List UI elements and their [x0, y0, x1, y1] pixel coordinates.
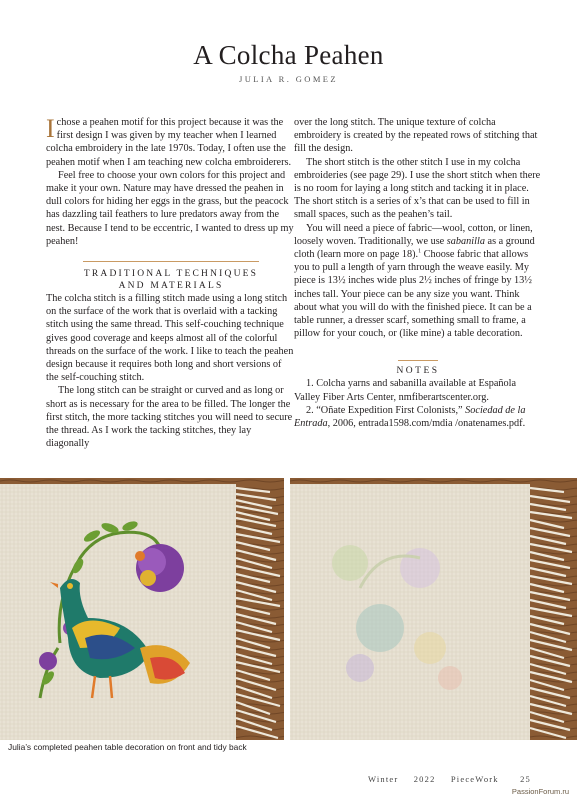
note-1: 1. Colcha yarns and sabanilla available at Española Valley Fiber Arts Center, nmfiberartscenter.org. [294, 378, 517, 403]
note-2-text-a: 2. “Oñate Expedition First Colonists,” [306, 404, 466, 416]
notes-list [294, 377, 542, 430]
intro-paragraph [46, 116, 296, 169]
footer-season: Winter [367, 774, 399, 784]
page-number: 25 [520, 774, 531, 784]
fabric-text-italic: sabanilla [446, 235, 485, 247]
note-2-italic: Sociedad de la Entrada [294, 404, 526, 430]
left-column [46, 116, 296, 450]
footnote-ref-1: 1 [418, 248, 422, 255]
notes-heading: NOTES [396, 366, 440, 377]
paragraph-long-stitch: The long stitch can be straight or curved and as long or short as is necessary for the area to be filled. The longer the first stitch, the more tacking stitches you will need to secure the thread. As I work the tacking stitches, they lay diagonally [46, 385, 293, 450]
photo-back [290, 478, 577, 740]
footer-magazine: PieceWork [450, 774, 499, 784]
fabric-text-a: You will need a piece of fabric—wool, cotton, or linen, loosely woven. Traditionally, we use [294, 222, 533, 247]
embroidery-front-image [0, 478, 284, 740]
footer-year: 2022 [413, 774, 436, 784]
intro-text: chose a peahen motif for this project because it was the first design I was given by my teacher when I learned colcha embroidery in the late 1970s. Today, I often use the peahen motif when I am teaching new colcha embroiderers. [46, 117, 292, 168]
right-column [294, 116, 542, 430]
section-rule [83, 261, 259, 262]
author-byline: JULIA R. GOMEZ [238, 74, 338, 84]
section-heading-line1: TRADITIONAL TECHNIQUES [83, 269, 259, 280]
paragraph-continued: over the long stitch. The unique texture of colcha embroidery is created by the repeated rows of stitching that fill the design. [294, 117, 538, 155]
section-heading-line2: AND MATERIALS [118, 281, 224, 292]
embroidery-back-image [290, 478, 577, 740]
watermark: PassionForum.ru [511, 787, 569, 796]
paragraph-colors: Feel free to choose your own colors for this project and make it your own. Nature may have dressed the peahen in dull colors for hiding her eggs in the grass, but the peacock has dazzling tail feathers to lure predators away from the nest. Because I tend to be eccentric, I wanted to dress up my peahen! [46, 169, 294, 247]
section-heading [46, 268, 296, 292]
fabric-text-c: Choose fabric that allows you to pull a length of yarn through the weave easily. My piece is 13½ inches wide plus 2½ inches of fringe by 13½ inches tall. Your piece can be any size you want. Think about what you will do with the finished piece. It can be a table runner, a dresser scarf, something small to frame, a pillow for your couch, or (like mine) a table decoration. [294, 249, 532, 340]
notes-rule [398, 360, 438, 361]
page-footer [356, 774, 531, 784]
article-title: A Colcha Peahen [193, 40, 384, 70]
photo-caption: Julia’s completed peahen table decoration on front and tidy back [8, 742, 247, 752]
drop-cap: I [46, 114, 55, 143]
photo-front [0, 478, 284, 740]
paragraph-fabric [294, 222, 542, 341]
paragraph-colcha-stitch: The colcha stitch is a filling stitch made using a long stitch on the surface of the work that is overlaid with a tacking stitch using the same thread. This self-couching technique gives good coverage and keeps almost all of the colorful threads on the surface of the work. I like to teach the peahen design because it requires both long and short versions of the self-couching stitch. [46, 293, 294, 384]
note-2-text-b: , 2006, entrada1598.com/mdia /onatenames.pdf. [327, 418, 526, 430]
note-2 [294, 404, 542, 430]
paragraph-short-stitch: The short stitch is the other stitch I use in my colcha embroideries (see page 29). I use the short stitch when there is no room for laying a long stitch and tacking it in place. The short stitch is a series of x’s that can be used to fill in small spaces, such as the peahen’s tail. [294, 156, 541, 221]
fabric-text-b: as a ground cloth (learn more on page 18). [294, 235, 535, 261]
